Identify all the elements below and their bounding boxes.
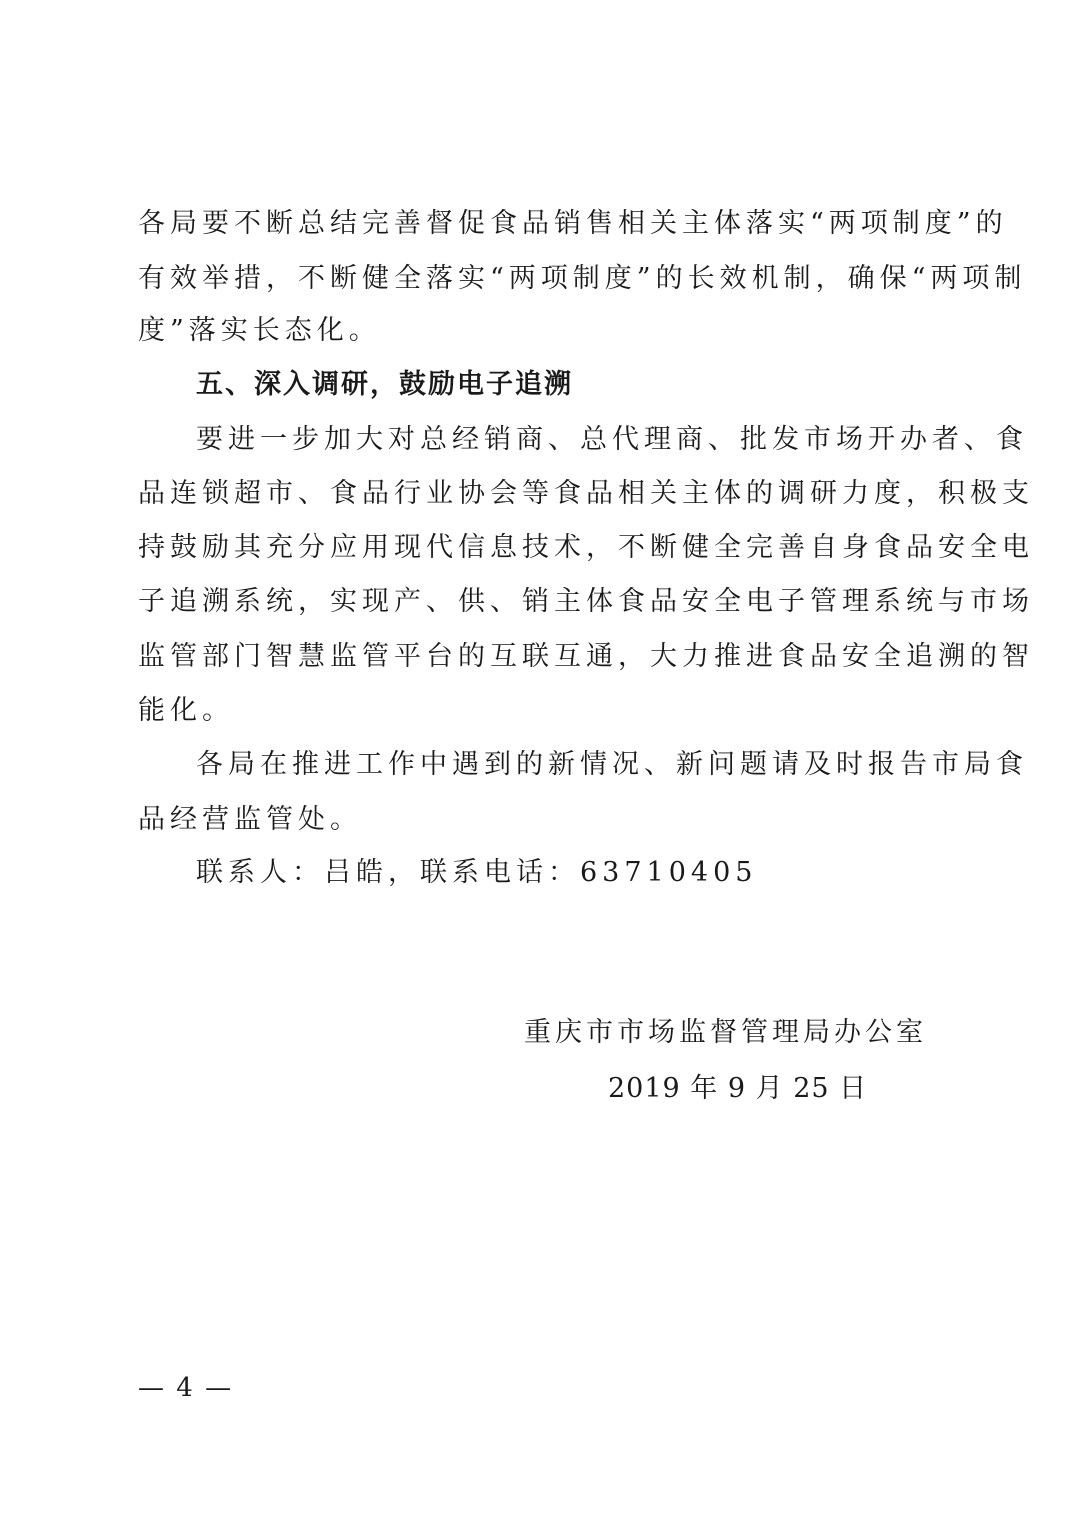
page-number: — 4 — — [138, 1373, 234, 1403]
paragraph-line: 持鼓励其充分应用现代信息技术，不断健全完善自身食品安全电 — [138, 532, 1034, 563]
paragraph-line: 有效举措，不断健全落实“两项制度”的长效机制，确保“两项制 — [138, 263, 1027, 294]
signature-date: 2019 年 9 月 25 日 — [608, 1073, 868, 1104]
paragraph-line: 各局要不断总结完善督促食品销售相关主体落实“两项制度”的 — [138, 208, 1008, 239]
signature-org: 重庆市市场监督管理局办公室 — [524, 1017, 927, 1048]
contact-line: 联系人：吕皓，联系电话：63710405 — [196, 857, 758, 888]
section-heading: 五、深入调研，鼓励电子追溯 — [196, 369, 573, 400]
paragraph-line: 能化。 — [138, 695, 234, 726]
paragraph-line: 品经营监管处。 — [138, 804, 362, 835]
paragraph-line: 品连锁超市、食品行业协会等食品相关主体的调研力度，积极支 — [138, 478, 1034, 509]
paragraph-line: 监管部门智慧监管平台的互联互通，大力推进食品安全追溯的智 — [138, 641, 1034, 672]
paragraph-line: 度”落实长态化。 — [138, 315, 381, 346]
paragraph-line: 子追溯系统，实现产、供、销主体食品安全电子管理系统与市场 — [138, 586, 1034, 617]
paragraph-line: 各局在推进工作中遇到的新情况、新问题请及时报告市局食 — [196, 749, 1028, 780]
paragraph-line: 要进一步加大对总经销商、总代理商、批发市场开办者、食 — [196, 424, 1028, 455]
